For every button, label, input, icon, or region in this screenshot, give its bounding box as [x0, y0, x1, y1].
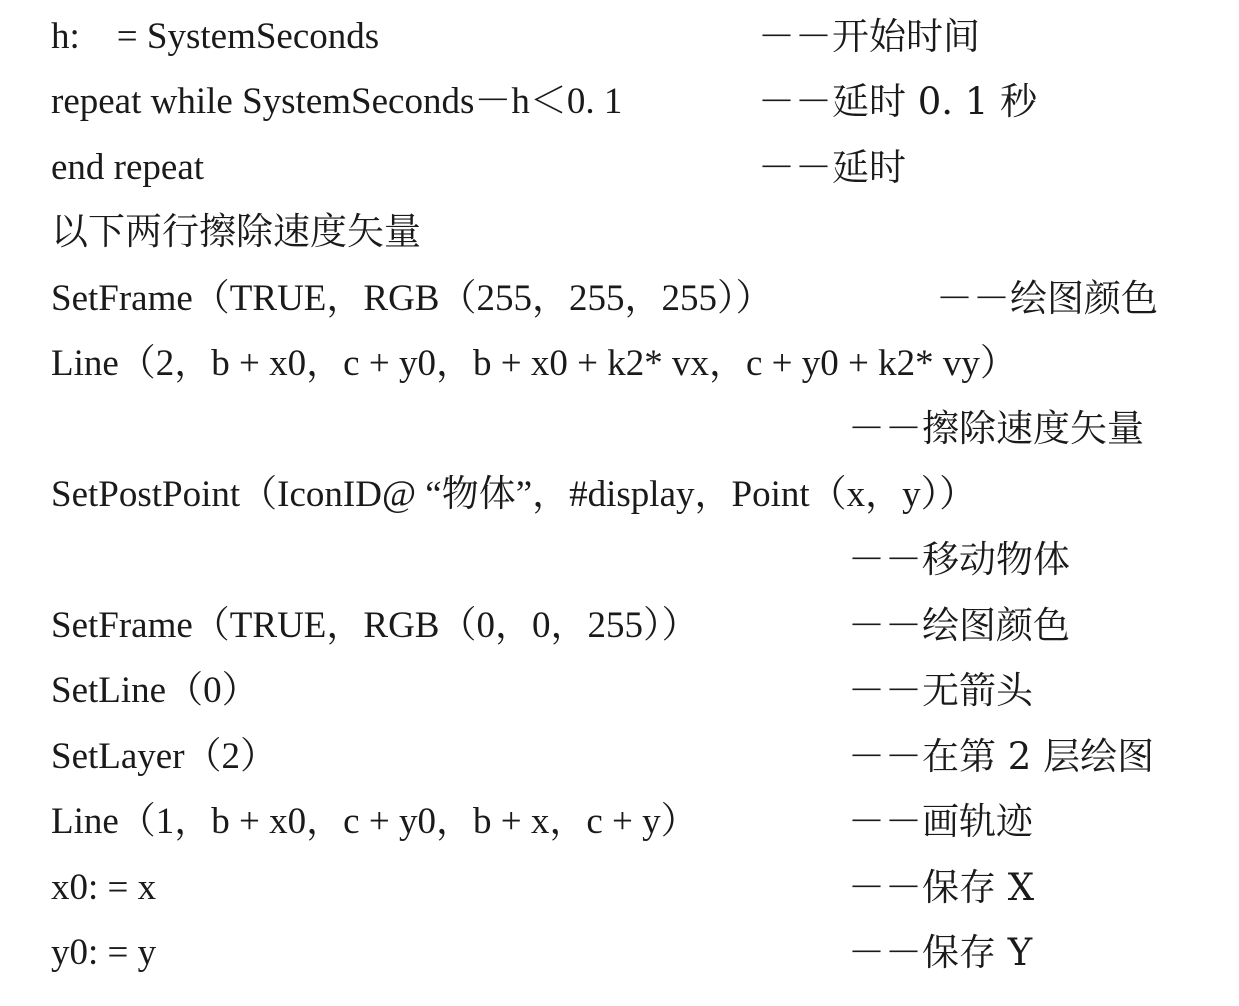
- code-line: [0, 333, 1239, 391]
- code-text: SetLayer（2）: [51, 736, 278, 777]
- code-line: [0, 6, 1239, 64]
- code-comment: －－绘图颜色: [848, 604, 1070, 647]
- code-text: SetPostPoint（IconID@ “物体”，#display，Point（x，y））: [51, 474, 977, 515]
- code-line: [0, 137, 1239, 195]
- code-line: [0, 726, 1239, 784]
- code-line: [0, 464, 1239, 522]
- code-text: repeat while SystemSeconds－h＜0. 1: [51, 81, 623, 122]
- code-comment: －－延时 0. 1 秒: [758, 80, 1038, 123]
- code-comment: －－绘图颜色: [936, 277, 1158, 320]
- code-line: [0, 529, 1239, 587]
- code-text: y0: = y: [51, 932, 157, 973]
- code-comment: －－移动物体: [848, 538, 1070, 581]
- code-comment: －－保存 X: [848, 866, 1035, 909]
- code-line: [0, 791, 1239, 849]
- code-text: SetFrame（TRUE，RGB（0，0，255））: [51, 605, 699, 646]
- code-line: [0, 857, 1239, 915]
- code-text: end repeat: [51, 147, 205, 188]
- code-text: SetFrame（TRUE，RGB（255，255，255））: [51, 278, 773, 319]
- code-line: [0, 660, 1239, 718]
- code-comment: －－开始时间: [758, 15, 980, 58]
- section-heading: [0, 202, 1239, 260]
- code-comment: －－保存 Y: [848, 931, 1033, 974]
- heading-text: 以下两行擦除速度矢量: [51, 212, 421, 253]
- code-line: [0, 595, 1239, 653]
- code-comment: －－延时: [758, 146, 906, 189]
- code-line: [0, 71, 1239, 129]
- code-line: [0, 922, 1239, 980]
- code-text: SetLine（0）: [51, 670, 259, 711]
- code-line: [0, 398, 1239, 456]
- code-text: h: = SystemSeconds: [51, 16, 380, 57]
- code-text: Line（1，b + x0，c + y0，b + x，c + y）: [51, 801, 698, 842]
- code-comment: －－在第 2 层绘图: [848, 735, 1155, 778]
- code-comment: －－擦除速度矢量: [848, 407, 1144, 450]
- code-text: x0: = x: [51, 867, 157, 908]
- code-comment: －－画轨迹: [848, 800, 1033, 843]
- code-comment: －－无箭头: [848, 669, 1033, 712]
- code-line: [0, 268, 1239, 326]
- code-text: Line（2，b + x0，c + y0，b + x0 + k2* vx，c + y0 + k2* vy）: [51, 343, 1017, 384]
